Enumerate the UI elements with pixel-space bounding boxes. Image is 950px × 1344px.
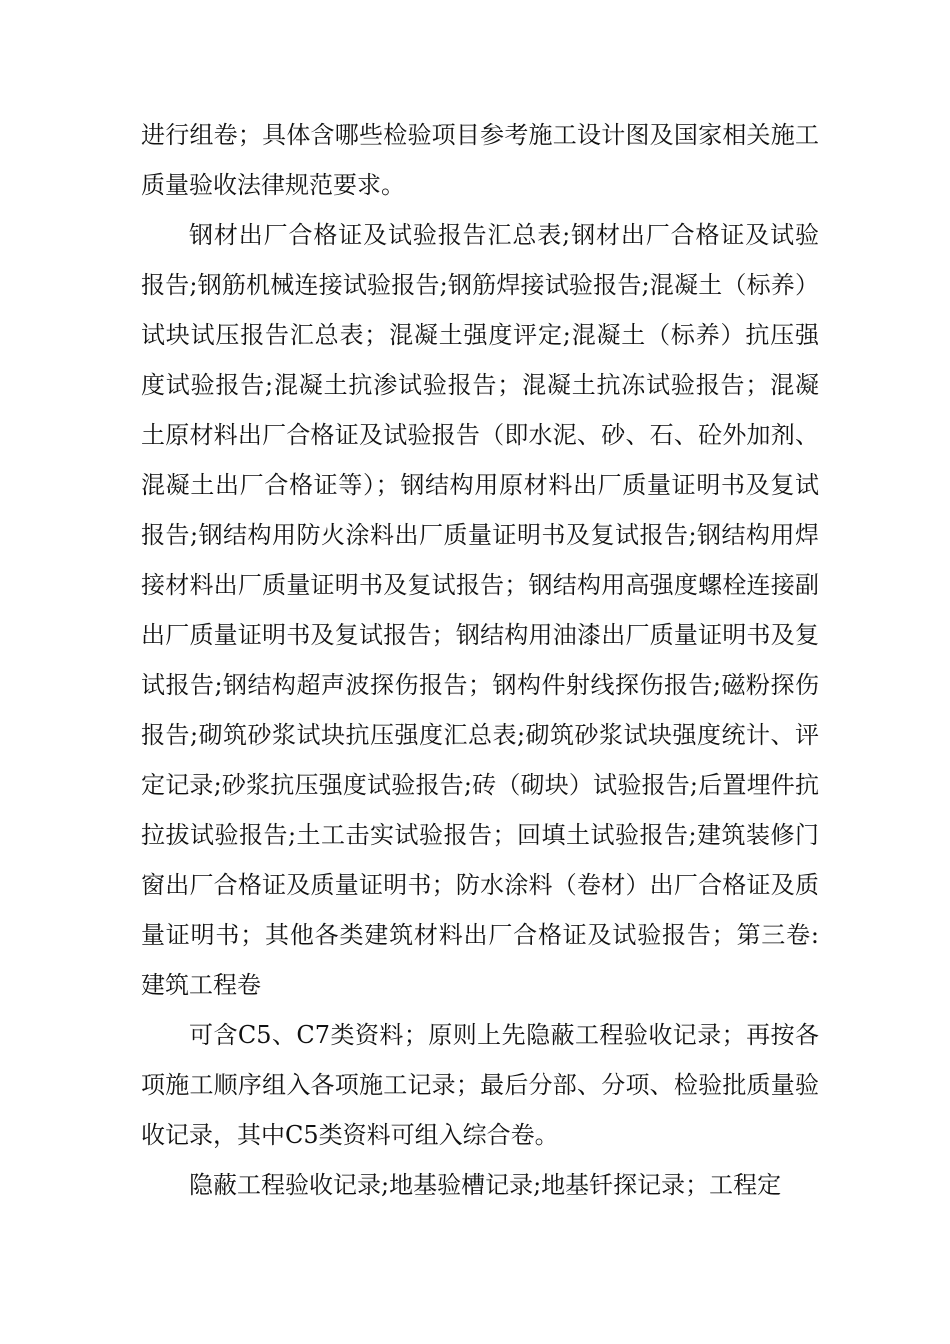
paragraph-3: 可含C5、C7类资料；原则上先隐蔽工程验收记录；再按各项施工顺序组入各项施工记录；最后分部、分项、检验批质量验收记录，其中C5类资料可组入综合卷。	[141, 1021, 819, 1149]
paragraph-4: 隐蔽工程验收记录;地基验槽记录;地基钎探记录；工程定	[189, 1171, 782, 1199]
document-body	[141, 110, 819, 1210]
paragraph-2: 钢材出厂合格证及试验报告汇总表;钢材出厂合格证及试验报告;钢筋机械连接试验报告;钢筋焊接试验报告;混凝土（标养）试块试压报告汇总表；混凝土强度评定;混凝土（标养）抗压强度试验报告;混凝土抗渗试验报告；混凝土抗冻试验报告；混凝土原材料出厂合格证及试验报告（即水泥、砂、石、砼外加剂、混凝土出厂合格证等）；钢结构用原材料出厂质量证明书及复试报告;钢结构用防火涂料出厂质量证明书及复试报告;钢结构用焊接材料出厂质量证明书及复试报告；钢结构用高强度螺栓连接副出厂质量证明书及复试报告；钢结构用油漆出厂质量证明书及复试报告;钢结构超声波探伤报告；钢构件射线探伤报告;磁粉探伤报告;砌筑砂浆试块抗压强度汇总表;砌筑砂浆试块强度统计、评定记录;砂浆抗压强度试验报告;砖（砌块）试验报告;后置埋件抗拉拔试验报告;土工击实试验报告；回填土试验报告;建筑装修门窗出厂合格证及质量证明书；防水涂料（卷材）出厂合格证及质量证明书；其他各类建筑材料出厂合格证及试验报告；第三卷:建筑工程卷	[141, 221, 819, 999]
paragraph-1: 进行组卷；具体含哪些检验项目参考施工设计图及国家相关施工质量验收法律规范要求。	[141, 121, 819, 199]
